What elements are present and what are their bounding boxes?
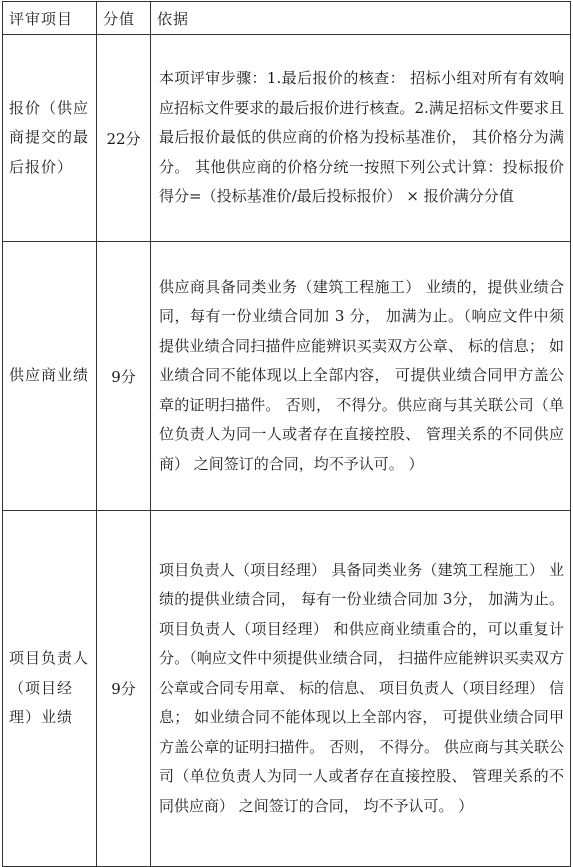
row-item: 报价（供应商提交的最后报价） bbox=[3, 35, 97, 242]
table-row bbox=[3, 35, 571, 242]
row-item: 供应商业绩 bbox=[3, 242, 97, 511]
table-row bbox=[3, 242, 571, 511]
header-basis: 依据 bbox=[151, 2, 571, 35]
header-score: 分值 bbox=[97, 2, 151, 35]
row-score: 9分 bbox=[97, 242, 151, 511]
header-item: 评审项目 bbox=[3, 2, 97, 35]
row-basis: 本项评审步骤：1.最后报价的核查： 招标小组对所有有效响应招标文件要求的最后报价进行核查。2.满足招标文件要求且最后报价最低的供应商的价格为投标基准价， 其价格分为满分。 其他供应商的价格分统一按照下列公式计算：投标报价得分=（投标基准价/最后投标报价） × 报价满分分值 bbox=[151, 35, 571, 242]
row-item: 项目负责人（项目经理）业绩 bbox=[3, 511, 97, 867]
table-row bbox=[3, 511, 571, 867]
row-basis: 供应商具备同类业务（建筑工程施工） 业绩的，提供业绩合同，每有一份业绩合同加 3 分， 加满为止。（响应文件中须提供业绩合同扫描件应能辨识买卖双方公章、 标的信息； 如业绩合同不能体现以上全部内容， 可提供业绩合同甲方盖公章的证明扫描件。 否则， 不得分。供应商与其关联公司（单位负责人为同一人或者存在直接控股、 管理关系的不同供应商） 之间签订的合同，均不予认可。 ） bbox=[151, 242, 571, 511]
row-score: 9分 bbox=[97, 511, 151, 867]
scoring-table bbox=[2, 1, 571, 867]
row-score: 22分 bbox=[97, 35, 151, 242]
row-basis: 项目负责人（项目经理） 具备同类业务（建筑工程施工） 业绩的提供业绩合同， 每有一份业绩合同加 3分， 加满为止。 项目负责人（项目经理） 和供应商业绩重合的，可以重复计分。（响应文件中须提供业绩合同， 扫描件应能辨识买卖双方公章或合同专用章、 标的信息、 项目负责人（项目经理） 信息； 如业绩合同不能体现以上全部内容， 可提供业绩合同甲方盖公章的证明扫描件。 否则， 不得分。 供应商与其关联公司（单位负责人为同一人或者存在直接控股、 管理关系的不同供应商） 之间签订的合同， 均不予认可。 ） bbox=[151, 511, 571, 867]
table-header-row bbox=[3, 2, 571, 35]
